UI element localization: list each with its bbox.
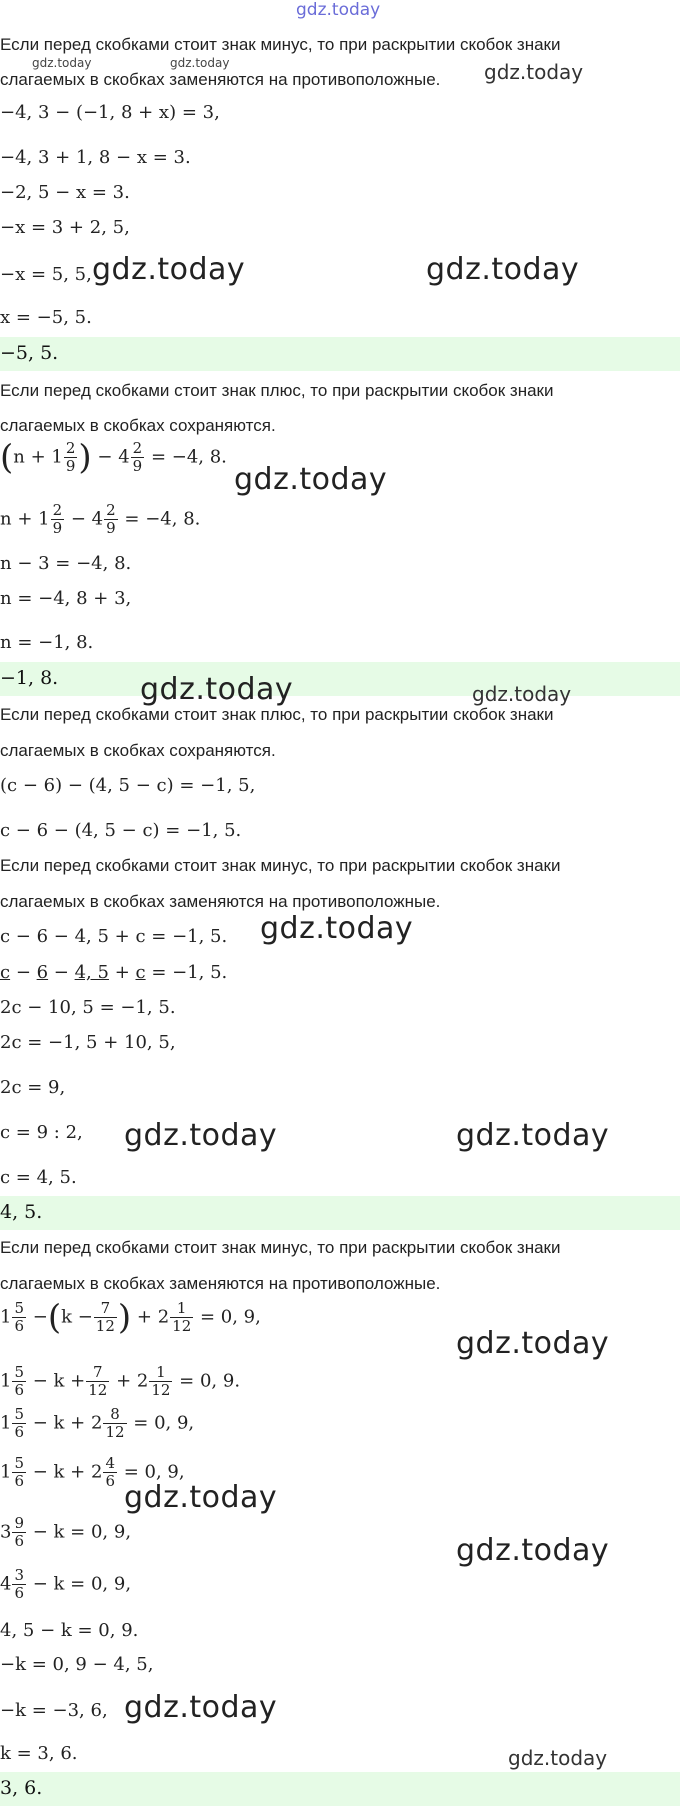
answer-band [0,662,680,696]
equation-line: 4, 5 − k = 0, 9. [0,1620,139,1641]
equation-line: −2, 5 − x = 3. [0,182,130,203]
equation-line: c = 4, 5. [0,1167,77,1188]
watermark: gdz.today [140,672,294,707]
rule-text: Если перед скобками стоит знак минус, то при раскрытии скобок знаки [0,856,561,875]
equation-line: c = 9 : 2, [0,1122,83,1143]
rule-text: слагаемых в скобках заменяются на противоположные. [0,892,441,911]
equation-line: 1 $\frac{5}{6}$ − k + 2 $\frac{8}{12}$ = 0, 9, [0,1405,195,1441]
watermark: gdz.today [456,1533,610,1568]
equation-line: 3 $\frac{9}{6}$ − k = 0, 9, [0,1514,132,1550]
equation-line: n = −4, 8 + 3, [0,588,132,609]
watermark: gdz.today [456,1326,610,1361]
watermark: gdz.today [472,682,572,706]
watermark: gdz.today [92,252,246,287]
equation-line: c − 6 − 4, 5 + c = −1, 5. [0,926,228,947]
watermark: gdz.today [124,1480,278,1515]
rule-text: слагаемых в скобках сохраняются. [0,416,276,435]
answer: −5, 5. [0,342,59,364]
equation-line: −k = 0, 9 − 4, 5, [0,1654,154,1675]
watermark-top: gdz.today [296,0,381,20]
equation-line: n = −1, 8. [0,632,94,653]
equation-line: n − 3 = −4, 8. [0,553,132,574]
equation-line: 4 $\frac{3}{6}$ − k = 0, 9, [0,1566,132,1602]
equation-line: c − 6 − (4, 5 − c) = −1, 5. [0,820,242,841]
rule-text: слагаемых в скобках сохраняются. [0,741,276,760]
equation-line: (n + 1 $\frac{2}{9}$ ) − 4 $\frac{2}{9}$ = −4, 8. [0,437,227,478]
equation-line: x = −5, 5. [0,307,92,328]
rule-text: слагаемых в скобках заменяются на противоположные. [0,70,441,89]
rule-text: Если перед скобками стоит знак минус, то при раскрытии скобок знаки [0,35,561,54]
watermark: gdz.today [234,462,388,497]
equation-line: 1 $\frac{5}{6}$ − k + $\frac{7}{12}$ + 2 $\frac{1}{12}$ = 0, 9. [0,1363,241,1399]
watermark: gdz.today [32,56,92,70]
watermark: gdz.today [170,56,230,70]
watermark: gdz.today [426,252,580,287]
equation-line: n + 1 $\frac{2}{9}$ − 4 $\frac{2}{9}$ = −4, 8. [0,501,201,537]
watermark: gdz.today [484,60,584,84]
answer-band [0,1196,680,1230]
answer: −1, 8. [0,667,59,689]
answer: 4, 5. [0,1201,43,1223]
equation-line: −x = 5, 5, [0,264,92,285]
equation-line: −4, 3 − (−1, 8 + x) = 3, [0,102,220,123]
equation-line: (c − 6) − (4, 5 − c) = −1, 5, [0,775,256,796]
answer-band [0,1772,680,1806]
equation-line: c − 6 − 4, 5 + c = −1, 5. [0,962,228,983]
rule-text: слагаемых в скобках заменяются на противоположные. [0,1274,441,1293]
equation-line: 1 $\frac{5}{6}$ −(k − $\frac{7}{12}$ ) + 2 $\frac{1}{12}$ = 0, 9, [0,1297,261,1338]
watermark: gdz.today [456,1118,610,1153]
answer-band [0,337,680,371]
equation-line: k = 3, 6. [0,1743,78,1764]
rule-text: Если перед скобками стоит знак плюс, то при раскрытии скобок знаки [0,381,554,400]
equation-line: 2c − 10, 5 = −1, 5. [0,997,176,1018]
equation-line: 2c = 9, [0,1077,66,1098]
equation-line: 1 $\frac{5}{6}$ − k + 2 $\frac{4}{6}$ = 0, 9, [0,1454,185,1490]
equation-line: −x = 3 + 2, 5, [0,217,130,238]
equation-line: −k = −3, 6, [0,1700,108,1721]
equation-line: 2c = −1, 5 + 10, 5, [0,1032,176,1053]
rule-text: Если перед скобками стоит знак минус, то при раскрытии скобок знаки [0,1238,561,1257]
watermark: gdz.today [260,911,414,946]
watermark: gdz.today [124,1690,278,1725]
equation-line: −4, 3 + 1, 8 − x = 3. [0,147,191,168]
watermark: gdz.today [124,1118,278,1153]
answer: 3, 6. [0,1777,43,1799]
rule-text: Если перед скобками стоит знак плюс, то при раскрытии скобок знаки [0,705,554,724]
watermark: gdz.today [508,1746,608,1770]
